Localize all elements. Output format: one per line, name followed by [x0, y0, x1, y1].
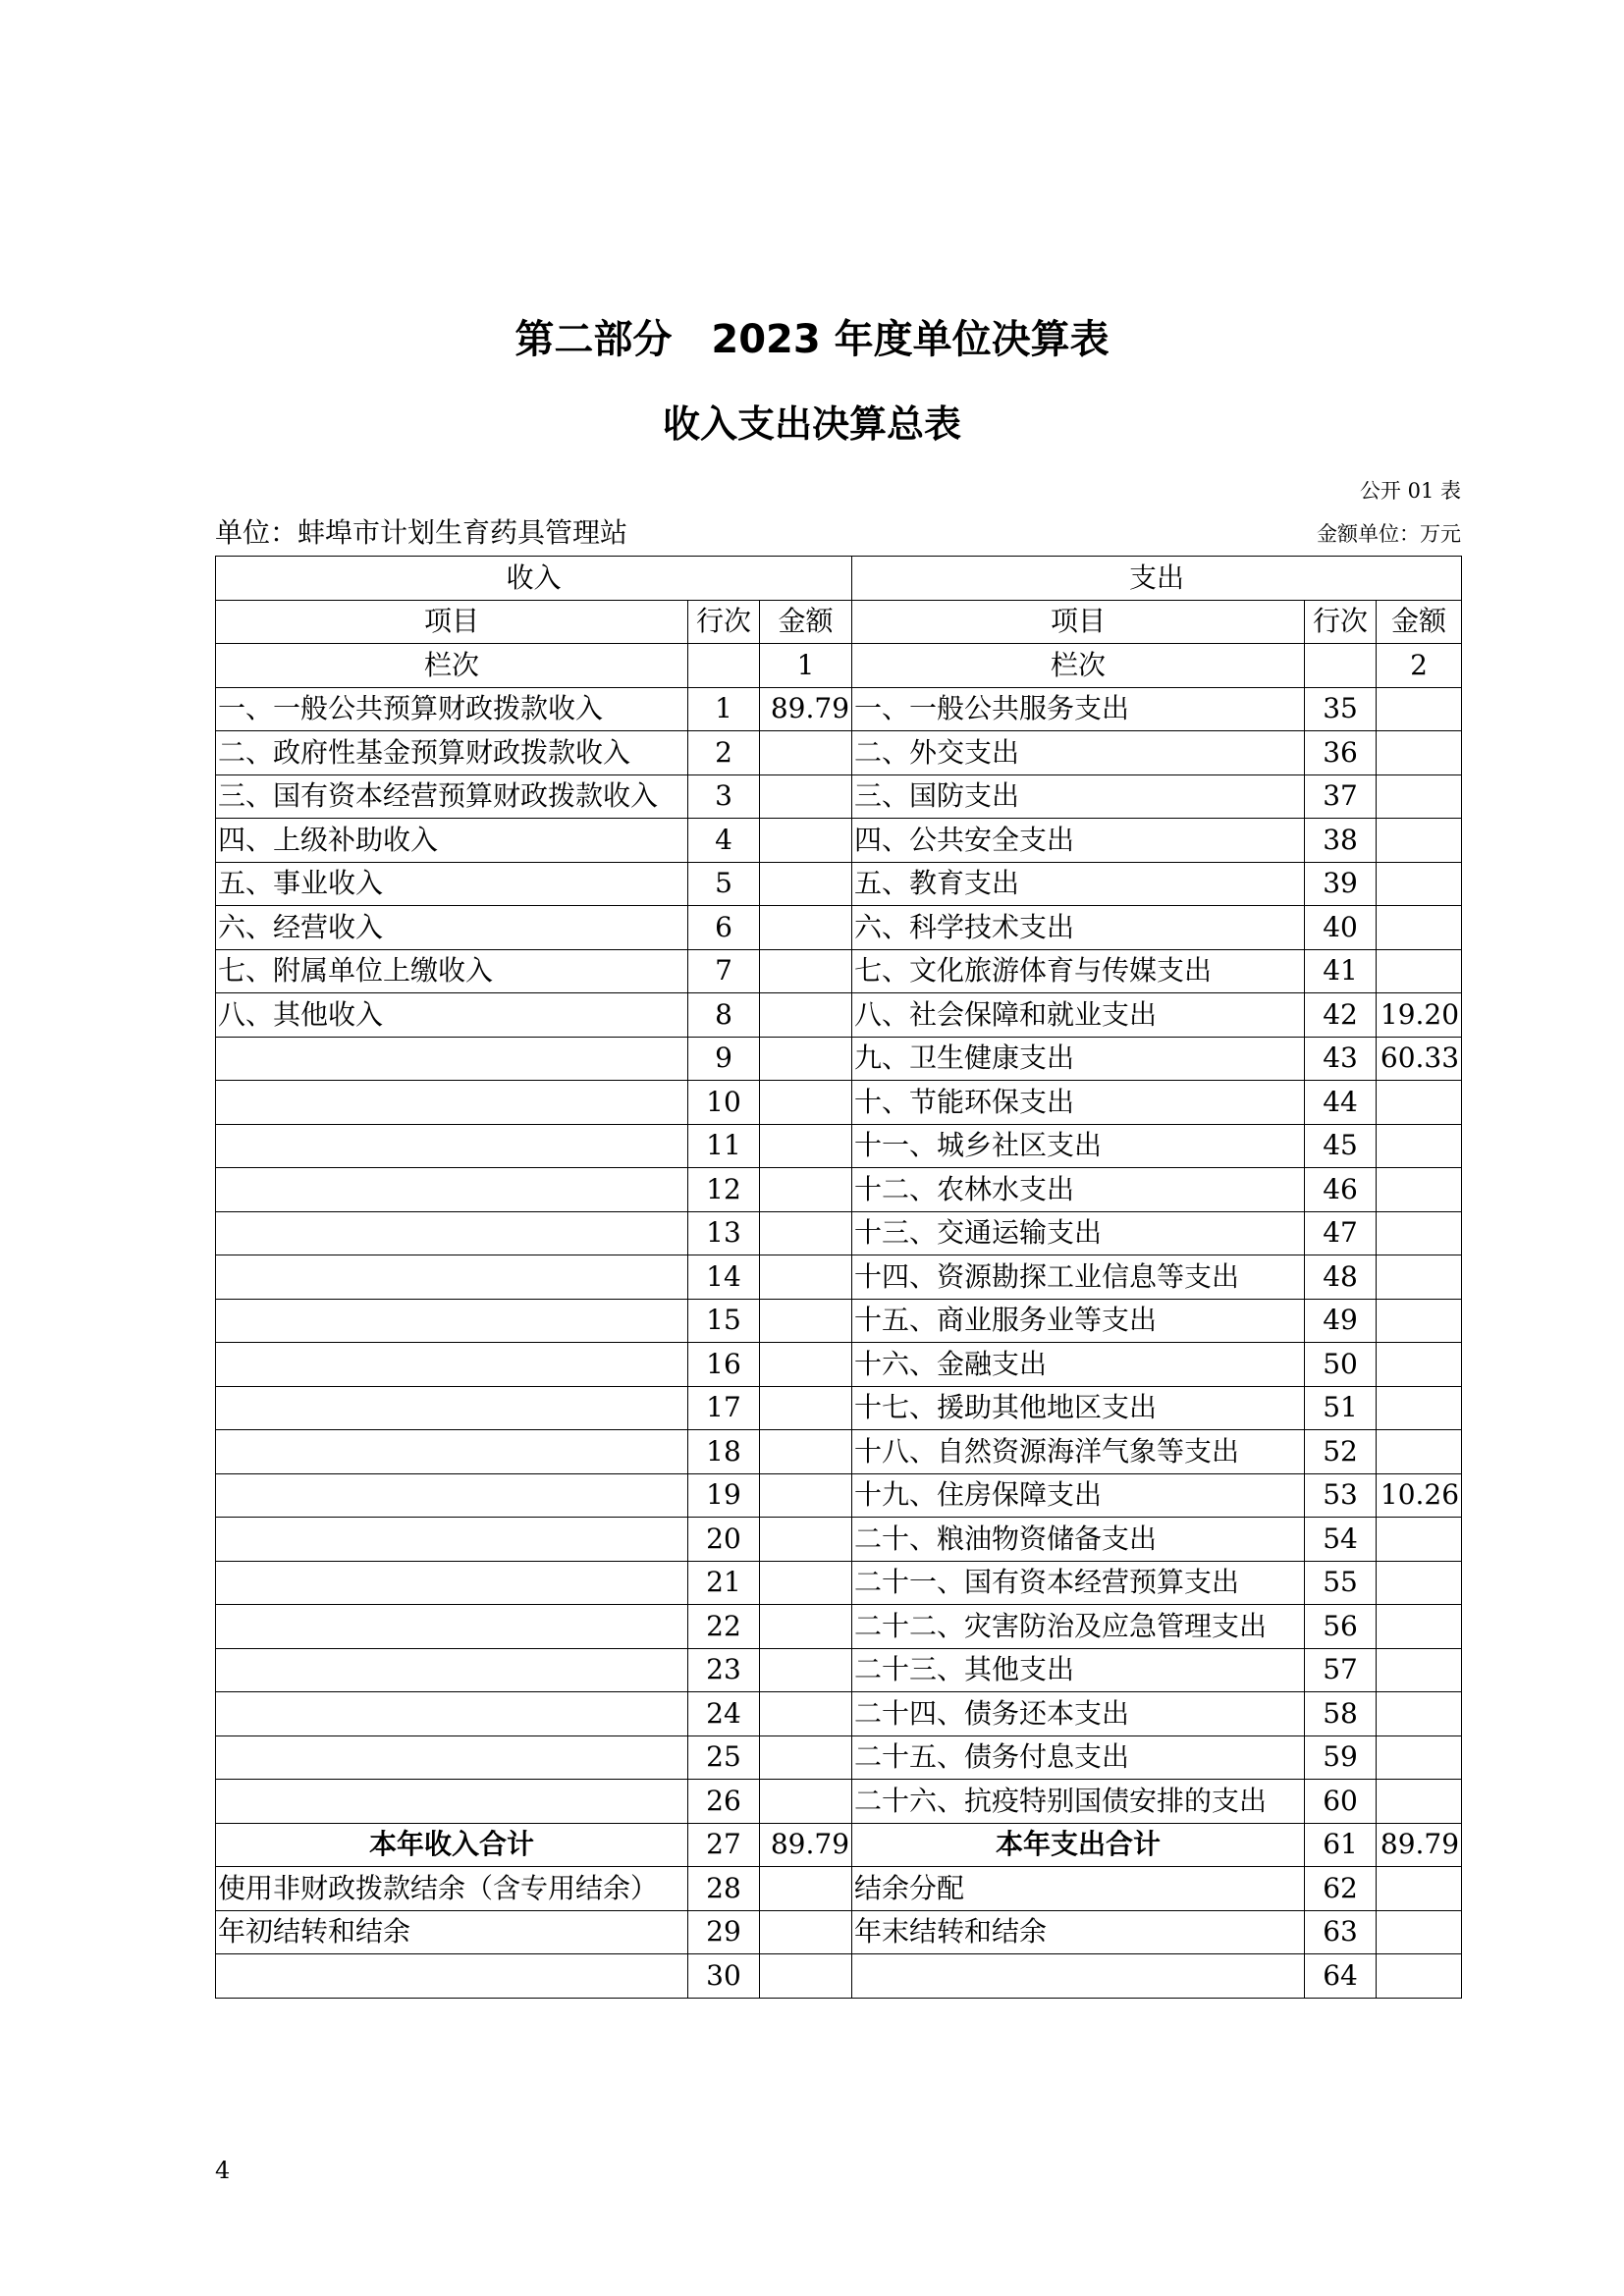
income-row-no-cell: 2: [688, 731, 760, 775]
income-row-no-cell: 10: [688, 1081, 760, 1125]
income-amount-cell: [760, 1037, 852, 1081]
table-row: [216, 1037, 1462, 1081]
expense-item-cell: 八、社会保障和就业支出: [852, 993, 1305, 1038]
expense-row-no-cell: 40: [1305, 906, 1377, 950]
table-row: [216, 1386, 1462, 1430]
table-row: [216, 687, 1462, 731]
income-amount-cell: [760, 1561, 852, 1605]
expense-amount-cell: [1377, 1168, 1462, 1212]
expense-amount-cell: [1377, 1518, 1462, 1562]
expense-item-cell: 十二、农林水支出: [852, 1168, 1305, 1212]
income-row-no-cell: 15: [688, 1299, 760, 1343]
income-row-no-cell: 17: [688, 1386, 760, 1430]
expense-item-cell: [852, 1954, 1305, 1999]
expense-row-no-cell: 41: [1305, 949, 1377, 993]
page-title: 第二部分 2023 年度单位决算表: [514, 317, 1110, 362]
expense-amount-cell: [1377, 1648, 1462, 1692]
expense-row-no-cell: 56: [1305, 1605, 1377, 1649]
income-item-cell: 二、政府性基金预算财政拨款收入: [216, 731, 688, 775]
income-row-no-cell: 27: [688, 1823, 760, 1867]
income-item-cell: [216, 1299, 688, 1343]
income-amount-cell: [760, 862, 852, 906]
income-item-cell: [216, 1954, 688, 1999]
income-order-empty: [688, 644, 760, 688]
expense-item-cell: 二十四、债务还本支出: [852, 1692, 1305, 1736]
income-amount-cell: [760, 1473, 852, 1518]
income-item-cell: 本年收入合计: [216, 1823, 688, 1867]
table-row: [216, 731, 1462, 775]
expense-order-label: 栏次: [852, 644, 1305, 688]
table-row: [216, 862, 1462, 906]
expense-item-cell: 十六、金融支出: [852, 1343, 1305, 1387]
income-row-no-cell: 12: [688, 1168, 760, 1212]
table-row: [216, 1867, 1462, 1911]
expense-amount-cell: [1377, 1867, 1462, 1911]
page-number: 4: [215, 2157, 231, 2184]
income-row-no-cell: 23: [688, 1648, 760, 1692]
income-row-no-cell: 29: [688, 1910, 760, 1954]
income-column-number: 1: [760, 644, 852, 688]
table-code: 公开 01 表: [1359, 479, 1461, 503]
expense-row-no-cell: 62: [1305, 1867, 1377, 1911]
table-row: [216, 819, 1462, 863]
income-amount-cell: [760, 1386, 852, 1430]
expense-item-cell: 十七、援助其他地区支出: [852, 1386, 1305, 1430]
expense-amount-cell: [1377, 687, 1462, 731]
expense-amount-cell: [1377, 819, 1462, 863]
income-row-no-cell: 4: [688, 819, 760, 863]
expense-amount-cell: [1377, 774, 1462, 819]
expense-item-cell: 二十、粮油物资储备支出: [852, 1518, 1305, 1562]
expense-row-no-cell: 58: [1305, 1692, 1377, 1736]
expense-row-no-cell: 44: [1305, 1081, 1377, 1125]
table-row: [216, 1211, 1462, 1255]
income-amount-header: 金额: [760, 600, 852, 644]
total-row: [216, 1823, 1462, 1867]
table-row: [216, 993, 1462, 1038]
table-row: [216, 906, 1462, 950]
income-row-no-cell: 13: [688, 1211, 760, 1255]
expense-item-cell: 结余分配: [852, 1867, 1305, 1911]
table-row: [216, 1561, 1462, 1605]
table-row: [216, 1255, 1462, 1300]
income-item-cell: [216, 1430, 688, 1474]
income-item-cell: 一、一般公共预算财政拨款收入: [216, 687, 688, 731]
income-amount-cell: [760, 1735, 852, 1780]
income-amount-cell: [760, 774, 852, 819]
income-row-no-header: 行次: [688, 600, 760, 644]
expense-item-cell: 十八、自然资源海洋气象等支出: [852, 1430, 1305, 1474]
expense-amount-cell: [1377, 1430, 1462, 1474]
expense-header: 支出: [852, 557, 1462, 601]
expense-item-cell: 本年支出合计: [852, 1823, 1305, 1867]
income-row-no-cell: 1: [688, 687, 760, 731]
income-item-cell: [216, 1124, 688, 1168]
expense-item-cell: 十一、城乡社区支出: [852, 1124, 1305, 1168]
income-amount-cell: [760, 731, 852, 775]
income-row-no-cell: 30: [688, 1954, 760, 1999]
income-amount-cell: [760, 1168, 852, 1212]
income-item-cell: 年初结转和结余: [216, 1910, 688, 1954]
table-row: [216, 1648, 1462, 1692]
income-row-no-cell: 28: [688, 1867, 760, 1911]
income-row-no-cell: 6: [688, 906, 760, 950]
expense-row-no-cell: 46: [1305, 1168, 1377, 1212]
expense-row-no-cell: 50: [1305, 1343, 1377, 1387]
income-amount-cell: [760, 1648, 852, 1692]
expense-item-cell: 二、外交支出: [852, 731, 1305, 775]
income-row-no-cell: 7: [688, 949, 760, 993]
column-order-row: [216, 644, 1462, 688]
income-row-no-cell: 21: [688, 1561, 760, 1605]
expense-amount-cell: 60.33: [1377, 1037, 1462, 1081]
income-amount-cell: [760, 1430, 852, 1474]
table-row: [216, 1168, 1462, 1212]
expense-item-cell: 四、公共安全支出: [852, 819, 1305, 863]
expense-row-no-cell: 55: [1305, 1561, 1377, 1605]
table-row: [216, 1780, 1462, 1824]
expense-amount-cell: [1377, 906, 1462, 950]
expense-amount-cell: [1377, 1081, 1462, 1125]
expense-amount-cell: 19.20: [1377, 993, 1462, 1038]
expense-amount-cell: [1377, 1561, 1462, 1605]
income-amount-cell: [760, 1605, 852, 1649]
table-row: [216, 1299, 1462, 1343]
expense-amount-cell: [1377, 862, 1462, 906]
expense-row-no-cell: 61: [1305, 1823, 1377, 1867]
income-amount-cell: [760, 1211, 852, 1255]
expense-amount-cell: [1377, 1692, 1462, 1736]
expense-item-cell: 二十三、其他支出: [852, 1648, 1305, 1692]
expense-row-no-cell: 38: [1305, 819, 1377, 863]
income-item-cell: 七、附属单位上缴收入: [216, 949, 688, 993]
income-item-cell: 五、事业收入: [216, 862, 688, 906]
expense-row-no-cell: 57: [1305, 1648, 1377, 1692]
expense-item-cell: 十五、商业服务业等支出: [852, 1299, 1305, 1343]
income-amount-cell: [760, 1343, 852, 1387]
income-amount-cell: [760, 819, 852, 863]
income-amount-cell: 89.79: [760, 1823, 852, 1867]
income-item-cell: [216, 1605, 688, 1649]
expense-row-no-cell: 47: [1305, 1211, 1377, 1255]
table-body: [216, 557, 1462, 1999]
income-amount-cell: [760, 1867, 852, 1911]
income-row-no-cell: 18: [688, 1430, 760, 1474]
income-row-no-cell: 14: [688, 1255, 760, 1300]
expense-item-cell: 十九、住房保障支出: [852, 1473, 1305, 1518]
income-item-cell: [216, 1037, 688, 1081]
expense-column-number: 2: [1377, 644, 1462, 688]
income-item-cell: [216, 1518, 688, 1562]
income-row-no-cell: 20: [688, 1518, 760, 1562]
expense-row-no-cell: 53: [1305, 1473, 1377, 1518]
amount-unit: 金额单位：万元: [1317, 522, 1461, 546]
income-item-cell: 八、其他收入: [216, 993, 688, 1038]
expense-item-cell: 六、科学技术支出: [852, 906, 1305, 950]
income-item-cell: [216, 1780, 688, 1824]
table-row: [216, 1910, 1462, 1954]
income-amount-cell: [760, 1255, 852, 1300]
expense-item-header: 项目: [852, 600, 1305, 644]
expense-item-cell: 二十六、抗疫特别国债安排的支出: [852, 1780, 1305, 1824]
expense-row-no-cell: 42: [1305, 993, 1377, 1038]
income-item-cell: [216, 1561, 688, 1605]
income-amount-cell: [760, 1910, 852, 1954]
income-item-cell: [216, 1735, 688, 1780]
income-amount-cell: [760, 1299, 852, 1343]
income-expense-table: [215, 556, 1462, 1999]
expense-amount-cell: [1377, 949, 1462, 993]
expense-item-cell: 十、节能环保支出: [852, 1081, 1305, 1125]
expense-amount-cell: [1377, 1780, 1462, 1824]
table-row: [216, 1605, 1462, 1649]
expense-item-cell: 十四、资源勘探工业信息等支出: [852, 1255, 1305, 1300]
income-header: 收入: [216, 557, 852, 601]
income-row-no-cell: 25: [688, 1735, 760, 1780]
expense-item-cell: 二十二、灾害防治及应急管理支出: [852, 1605, 1305, 1649]
expense-amount-cell: [1377, 1299, 1462, 1343]
expense-row-no-cell: 51: [1305, 1386, 1377, 1430]
income-row-no-cell: 24: [688, 1692, 760, 1736]
income-amount-cell: [760, 1954, 852, 1999]
expense-amount-cell: [1377, 1735, 1462, 1780]
table-row: [216, 774, 1462, 819]
expense-amount-header: 金额: [1377, 600, 1462, 644]
income-item-cell: [216, 1255, 688, 1300]
expense-amount-cell: 89.79: [1377, 1823, 1462, 1867]
income-amount-cell: [760, 993, 852, 1038]
income-item-header: 项目: [216, 600, 688, 644]
income-row-no-cell: 16: [688, 1343, 760, 1387]
expense-row-no-cell: 39: [1305, 862, 1377, 906]
income-row-no-cell: 19: [688, 1473, 760, 1518]
expense-amount-cell: [1377, 1343, 1462, 1387]
table-row: [216, 949, 1462, 993]
income-amount-cell: 89.79: [760, 687, 852, 731]
expense-row-no-cell: 64: [1305, 1954, 1377, 1999]
expense-row-no-cell: 49: [1305, 1299, 1377, 1343]
income-item-cell: [216, 1081, 688, 1125]
income-amount-cell: [760, 1518, 852, 1562]
income-amount-cell: [760, 1692, 852, 1736]
expense-row-no-cell: 48: [1305, 1255, 1377, 1300]
table-row: [216, 1518, 1462, 1562]
expense-item-cell: 一、一般公共服务支出: [852, 687, 1305, 731]
expense-item-cell: 三、国防支出: [852, 774, 1305, 819]
expense-item-cell: 年末结转和结余: [852, 1910, 1305, 1954]
income-item-cell: 三、国有资本经营预算财政拨款收入: [216, 774, 688, 819]
unit-name: 单位：蚌埠市计划生育药具管理站: [215, 516, 628, 549]
income-item-cell: 四、上级补助收入: [216, 819, 688, 863]
table-row: [216, 1692, 1462, 1736]
income-amount-cell: [760, 1124, 852, 1168]
expense-amount-cell: [1377, 731, 1462, 775]
expense-item-cell: 七、文化旅游体育与传媒支出: [852, 949, 1305, 993]
income-row-no-cell: 9: [688, 1037, 760, 1081]
income-item-cell: [216, 1168, 688, 1212]
expense-item-cell: 九、卫生健康支出: [852, 1037, 1305, 1081]
income-item-cell: 六、经营收入: [216, 906, 688, 950]
expense-amount-cell: [1377, 1211, 1462, 1255]
expense-row-no-cell: 52: [1305, 1430, 1377, 1474]
expense-order-empty: [1305, 644, 1377, 688]
table-row: [216, 1954, 1462, 1999]
expense-amount-cell: [1377, 1386, 1462, 1430]
income-row-no-cell: 5: [688, 862, 760, 906]
income-item-cell: 使用非财政拨款结余（含专用结余）: [216, 1867, 688, 1911]
income-item-cell: [216, 1648, 688, 1692]
table-row: [216, 1473, 1462, 1518]
expense-amount-cell: 10.26: [1377, 1473, 1462, 1518]
income-item-cell: [216, 1343, 688, 1387]
income-row-no-cell: 22: [688, 1605, 760, 1649]
expense-amount-cell: [1377, 1124, 1462, 1168]
expense-row-no-cell: 59: [1305, 1735, 1377, 1780]
income-item-cell: [216, 1473, 688, 1518]
income-row-no-cell: 8: [688, 993, 760, 1038]
income-item-cell: [216, 1386, 688, 1430]
income-row-no-cell: 26: [688, 1780, 760, 1824]
income-item-cell: [216, 1211, 688, 1255]
expense-amount-cell: [1377, 1954, 1462, 1999]
table-title: 收入支出决算总表: [662, 401, 961, 446]
expense-row-no-cell: 54: [1305, 1518, 1377, 1562]
expense-row-no-cell: 63: [1305, 1910, 1377, 1954]
income-amount-cell: [760, 1780, 852, 1824]
income-amount-cell: [760, 1081, 852, 1125]
expense-row-no-header: 行次: [1305, 600, 1377, 644]
expense-row-no-cell: 43: [1305, 1037, 1377, 1081]
expense-amount-cell: [1377, 1910, 1462, 1954]
expense-row-no-cell: 37: [1305, 774, 1377, 819]
expense-row-no-cell: 36: [1305, 731, 1377, 775]
table-row: [216, 1343, 1462, 1387]
expense-row-no-cell: 45: [1305, 1124, 1377, 1168]
income-order-label: 栏次: [216, 644, 688, 688]
table-row: [216, 1735, 1462, 1780]
expense-item-cell: 二十一、国有资本经营预算支出: [852, 1561, 1305, 1605]
section-header-row: [216, 557, 1462, 601]
expense-row-no-cell: 35: [1305, 687, 1377, 731]
income-amount-cell: [760, 906, 852, 950]
table-row: [216, 1081, 1462, 1125]
expense-item-cell: 二十五、债务付息支出: [852, 1735, 1305, 1780]
income-row-no-cell: 3: [688, 774, 760, 819]
income-amount-cell: [760, 949, 852, 993]
expense-amount-cell: [1377, 1605, 1462, 1649]
income-item-cell: [216, 1692, 688, 1736]
column-header-row: [216, 600, 1462, 644]
table-row: [216, 1430, 1462, 1474]
expense-item-cell: 十三、交通运输支出: [852, 1211, 1305, 1255]
income-row-no-cell: 11: [688, 1124, 760, 1168]
table-row: [216, 1124, 1462, 1168]
expense-item-cell: 五、教育支出: [852, 862, 1305, 906]
expense-amount-cell: [1377, 1255, 1462, 1300]
expense-row-no-cell: 60: [1305, 1780, 1377, 1824]
